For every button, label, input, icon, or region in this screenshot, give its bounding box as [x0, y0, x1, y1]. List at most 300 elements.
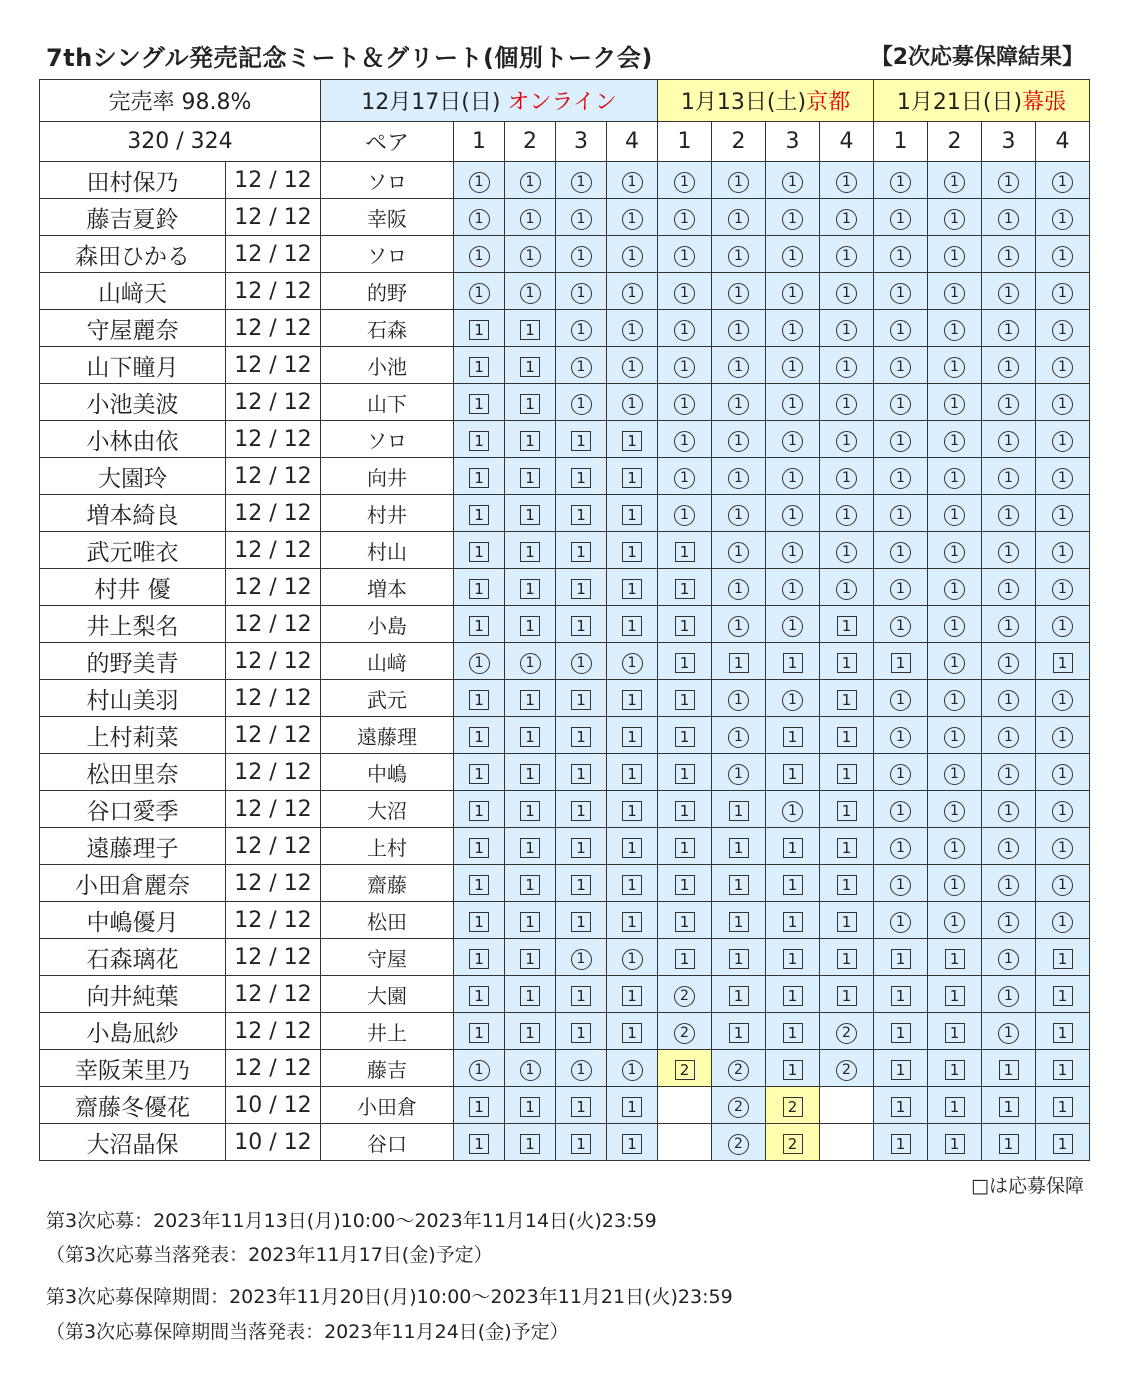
header-row-events [40, 80, 1090, 122]
slot-cell [766, 1087, 820, 1124]
lottery-circle-mark: 1 [571, 394, 592, 415]
slot-cell [820, 643, 874, 680]
lottery-circle-mark: 1 [674, 172, 695, 193]
slot-cell [607, 421, 658, 458]
guarantee-box-mark: 1 [729, 1023, 749, 1043]
event-place: オンライン [507, 90, 617, 115]
slot-cell [556, 310, 607, 347]
lottery-circle-mark: 1 [571, 653, 592, 674]
lottery-circle-mark: 1 [944, 394, 965, 415]
slot-cell [658, 717, 712, 754]
slot-cell [556, 347, 607, 384]
slot-cell [607, 532, 658, 569]
guarantee-box-mark: 1 [520, 912, 540, 932]
slot-cell [505, 791, 556, 828]
member-pair: 中嶋 [321, 754, 454, 791]
slot-cell [712, 347, 766, 384]
lottery-circle-mark: 1 [998, 690, 1019, 711]
slot-cell [766, 643, 820, 680]
slot-cell [874, 384, 928, 421]
guarantee-box-mark: 1 [571, 579, 591, 599]
member-name: 幸阪茉里乃 [40, 1050, 226, 1087]
guarantee-box-mark: 1 [891, 949, 911, 969]
lottery-circle-mark: 1 [728, 505, 749, 526]
lottery-circle-mark: 1 [782, 357, 803, 378]
member-name: 山﨑天 [40, 273, 226, 310]
slot-cell [505, 828, 556, 865]
guarantee-box-mark: 1 [622, 505, 642, 525]
slot-cell [712, 1050, 766, 1087]
slot-cell [505, 1124, 556, 1161]
lottery-circle-mark: 1 [571, 949, 592, 970]
lottery-circle-mark: 1 [782, 801, 803, 822]
lottery-circle-mark: 1 [944, 505, 965, 526]
member-row [40, 1124, 1090, 1161]
member-name: 的野美青 [40, 643, 226, 680]
guarantee-box-mark: 1 [675, 579, 695, 599]
slot-cell [658, 162, 712, 199]
slot-cell [505, 902, 556, 939]
member-count: 12 / 12 [226, 569, 321, 606]
slot-cell [1036, 569, 1090, 606]
guarantee-box-mark: 1 [783, 986, 803, 1006]
guarantee-box-mark: 1 [837, 764, 857, 784]
slot-cell [874, 1087, 928, 1124]
lottery-circle-mark: 1 [836, 579, 857, 600]
lottery-circle-mark: 1 [998, 394, 1019, 415]
slot-cell [505, 680, 556, 717]
slot-cell [820, 865, 874, 902]
slot-cell [712, 495, 766, 532]
member-name: 谷口愛季 [40, 791, 226, 828]
lottery-circle-mark: 1 [782, 616, 803, 637]
lottery-circle-mark: 1 [944, 875, 965, 896]
lottery-circle-mark: 1 [998, 912, 1019, 933]
guarantee-box-mark: 1 [837, 801, 857, 821]
guarantee-box-mark: 1 [783, 875, 803, 895]
member-pair: 大園 [321, 976, 454, 1013]
slot-cell [766, 939, 820, 976]
guarantee-box-mark: 1 [520, 764, 540, 784]
guarantee-box-mark: 1 [520, 875, 540, 895]
lottery-circle-mark: 1 [998, 986, 1019, 1007]
slot-cell [820, 569, 874, 606]
lottery-circle-mark: 1 [998, 172, 1019, 193]
slot-cell [874, 976, 928, 1013]
lottery-circle-mark: 1 [1052, 283, 1073, 304]
guarantee-box-mark: 1 [571, 912, 591, 932]
lottery-circle-mark: 1 [469, 653, 490, 674]
member-count: 12 / 12 [226, 902, 321, 939]
slot-cell [712, 310, 766, 347]
member-pair: 藤吉 [321, 1050, 454, 1087]
slot-cell [658, 643, 712, 680]
slot-cell [556, 236, 607, 273]
lottery-circle-mark: 1 [728, 320, 749, 341]
lottery-circle-mark: 1 [1052, 357, 1073, 378]
slot-cell [658, 606, 712, 643]
event-place: 幕張 [1022, 90, 1067, 115]
slot-cell [658, 976, 712, 1013]
lottery-circle-mark: 1 [782, 246, 803, 267]
third-apply-announce: （第3次応募当落発表：2023年11月17日(金)予定） [46, 1244, 493, 1266]
slot-cell [874, 1013, 928, 1050]
slot-cell [454, 162, 505, 199]
member-count: 12 / 12 [226, 976, 321, 1013]
sold-ratio: 320 / 324 [40, 122, 321, 162]
guarantee-box-mark: 1 [837, 653, 857, 673]
slot-cell [454, 236, 505, 273]
slot-header: 1 [658, 122, 712, 162]
member-pair: 井上 [321, 1013, 454, 1050]
guarantee-box-mark: 1 [571, 542, 591, 562]
member-name: 遠藤理子 [40, 828, 226, 865]
slot-cell [556, 495, 607, 532]
slot-cell [658, 754, 712, 791]
lottery-circle-mark: 1 [944, 616, 965, 637]
member-count: 12 / 12 [226, 495, 321, 532]
slot-cell [820, 680, 874, 717]
member-pair: 遠藤理 [321, 717, 454, 754]
member-pair: 小田倉 [321, 1087, 454, 1124]
slot-cell [607, 273, 658, 310]
slot-cell [556, 421, 607, 458]
slot-cell [607, 939, 658, 976]
third-apply-period: 第3次応募：2023年11月13日(月)10:00～2023年11月14日(火)23:59 [46, 1210, 657, 1232]
member-row [40, 273, 1090, 310]
slot-cell [1036, 606, 1090, 643]
lottery-circle-mark: 1 [1052, 875, 1073, 896]
slot-cell [874, 717, 928, 754]
slot-cell [658, 384, 712, 421]
slot-cell [820, 939, 874, 976]
member-count: 12 / 12 [226, 421, 321, 458]
slot-cell [874, 532, 928, 569]
slot-header: 1 [454, 122, 505, 162]
guarantee-box-mark: 1 [520, 505, 540, 525]
slot-cell [658, 347, 712, 384]
lottery-circle-mark: 1 [1052, 912, 1073, 933]
slot-cell [766, 717, 820, 754]
lottery-circle-mark: 1 [622, 1060, 643, 1081]
guarantee-box-mark: 1 [469, 394, 489, 414]
slot-cell [820, 495, 874, 532]
lottery-circle-mark: 1 [571, 320, 592, 341]
guarantee-box-mark: 1 [945, 1097, 965, 1117]
slot-cell [820, 532, 874, 569]
guarantee-box-mark: 1 [520, 431, 540, 451]
lottery-circle-mark: 1 [890, 616, 911, 637]
slot-cell [712, 199, 766, 236]
guarantee-box-mark: 2 [675, 1060, 695, 1080]
lottery-circle-mark: 1 [674, 357, 695, 378]
member-count: 12 / 12 [226, 384, 321, 421]
slot-cell [454, 828, 505, 865]
slot-cell [505, 717, 556, 754]
member-row [40, 384, 1090, 421]
slot-cell [928, 1050, 982, 1087]
guarantee-box-mark: 1 [469, 949, 489, 969]
result-table [39, 79, 1090, 1161]
slot-header: 3 [982, 122, 1036, 162]
guarantee-box-mark: 1 [469, 838, 489, 858]
guarantee-box-mark: 1 [571, 1134, 591, 1154]
slot-cell [820, 236, 874, 273]
slot-cell [607, 1124, 658, 1161]
guarantee-box-mark: 1 [469, 912, 489, 932]
lottery-circle-mark: 1 [782, 283, 803, 304]
lottery-circle-mark: 1 [728, 690, 749, 711]
lottery-circle-mark: 1 [890, 838, 911, 859]
slot-cell [928, 1124, 982, 1161]
lottery-circle-mark: 1 [782, 320, 803, 341]
lottery-circle-mark: 1 [836, 542, 857, 563]
lottery-circle-mark: 1 [520, 246, 541, 267]
pair-header: ペア [321, 122, 454, 162]
slot-cell [556, 754, 607, 791]
lottery-circle-mark: 1 [1052, 801, 1073, 822]
slot-cell [712, 273, 766, 310]
slot-cell [928, 273, 982, 310]
slot-cell [766, 902, 820, 939]
slot-cell [820, 458, 874, 495]
slot-cell [454, 347, 505, 384]
slot-cell [505, 976, 556, 1013]
guarantee-box-mark: 1 [891, 1097, 911, 1117]
lottery-circle-mark: 1 [836, 394, 857, 415]
lottery-circle-mark: 1 [728, 579, 749, 600]
member-count: 12 / 12 [226, 532, 321, 569]
slot-cell [556, 791, 607, 828]
member-pair: 的野 [321, 273, 454, 310]
slot-cell [505, 199, 556, 236]
guarantee-box-mark: 1 [520, 949, 540, 969]
slot-cell [505, 939, 556, 976]
slot-cell [712, 1013, 766, 1050]
lottery-circle-mark: 1 [728, 283, 749, 304]
slot-cell [928, 791, 982, 828]
guarantee-box-mark: 1 [837, 690, 857, 710]
lottery-circle-mark: 1 [836, 283, 857, 304]
member-count: 12 / 12 [226, 273, 321, 310]
lottery-circle-mark: 1 [782, 209, 803, 230]
slot-cell [766, 532, 820, 569]
slot-cell [1036, 1087, 1090, 1124]
lottery-circle-mark: 1 [622, 320, 643, 341]
slot-cell [556, 643, 607, 680]
slot-cell [607, 1087, 658, 1124]
slot-cell [982, 606, 1036, 643]
guarantee-box-mark: 1 [571, 505, 591, 525]
slot-cell [928, 939, 982, 976]
lottery-circle-mark: 1 [728, 616, 749, 637]
guarantee-box-mark: 1 [675, 912, 695, 932]
lottery-circle-mark: 1 [469, 246, 490, 267]
guarantee-box-mark: 1 [469, 616, 489, 636]
slot-cell [820, 828, 874, 865]
lottery-circle-mark: 1 [622, 394, 643, 415]
slot-cell [1036, 754, 1090, 791]
slot-cell [505, 421, 556, 458]
lottery-circle-mark: 1 [782, 505, 803, 526]
lottery-circle-mark: 1 [782, 579, 803, 600]
slot-cell [607, 310, 658, 347]
slot-cell [607, 199, 658, 236]
slot-cell [874, 347, 928, 384]
event-date: 12月17日(日) [361, 90, 501, 115]
member-row [40, 199, 1090, 236]
slot-cell [712, 1124, 766, 1161]
lottery-circle-mark: 1 [728, 172, 749, 193]
slot-cell [505, 569, 556, 606]
lottery-circle-mark: 1 [890, 468, 911, 489]
slot-cell [658, 458, 712, 495]
slot-cell [658, 532, 712, 569]
slot-cell [505, 1013, 556, 1050]
lottery-circle-mark: 1 [944, 431, 965, 452]
slot-cell [766, 162, 820, 199]
slot-header: 2 [712, 122, 766, 162]
guarantee-box-mark: 1 [675, 801, 695, 821]
slot-cell [454, 199, 505, 236]
lottery-circle-mark: 1 [998, 505, 1019, 526]
slot-cell [556, 1050, 607, 1087]
slot-cell [982, 680, 1036, 717]
member-name: 増本綺良 [40, 495, 226, 532]
member-row [40, 569, 1090, 606]
slot-cell [874, 791, 928, 828]
lottery-circle-mark: 1 [782, 542, 803, 563]
slot-cell [556, 680, 607, 717]
lottery-circle-mark: 1 [622, 246, 643, 267]
lottery-circle-mark: 1 [890, 875, 911, 896]
lottery-circle-mark: 2 [728, 1060, 749, 1081]
lottery-circle-mark: 1 [782, 394, 803, 415]
slot-cell [766, 680, 820, 717]
slot-cell [1036, 902, 1090, 939]
slot-cell [928, 236, 982, 273]
lottery-circle-mark: 1 [782, 172, 803, 193]
slot-cell [928, 865, 982, 902]
guarantee-box-mark: 1 [520, 1097, 540, 1117]
lottery-circle-mark: 1 [728, 394, 749, 415]
slot-cell [928, 1087, 982, 1124]
member-name: 武元唯衣 [40, 532, 226, 569]
slot-cell [454, 495, 505, 532]
slot-cell [712, 162, 766, 199]
slot-cell [712, 939, 766, 976]
lottery-circle-mark: 1 [782, 468, 803, 489]
guarantee-box-mark: 1 [469, 801, 489, 821]
guarantee-box-mark: 1 [675, 764, 695, 784]
slot-cell [556, 273, 607, 310]
guarantee-box-mark: 1 [469, 986, 489, 1006]
member-pair: ソロ [321, 162, 454, 199]
guarantee-box-mark: 1 [783, 949, 803, 969]
slot-cell [556, 902, 607, 939]
slot-cell [1036, 495, 1090, 532]
slot-cell [928, 754, 982, 791]
slot-cell [928, 828, 982, 865]
guarantee-box-mark: 1 [571, 801, 591, 821]
lottery-circle-mark: 1 [674, 468, 695, 489]
lottery-circle-mark: 1 [890, 172, 911, 193]
slot-cell [454, 421, 505, 458]
slot-cell [454, 717, 505, 754]
guarantee-box-mark: 1 [945, 1023, 965, 1043]
slot-cell [928, 458, 982, 495]
guarantee-box-mark: 1 [891, 986, 911, 1006]
guarantee-box-mark: 1 [945, 986, 965, 1006]
slot-cell [505, 458, 556, 495]
guarantee-box-mark: 1 [469, 431, 489, 451]
guarantee-box-mark: 1 [675, 727, 695, 747]
slot-cell [820, 902, 874, 939]
guarantee-box-mark: 1 [891, 1060, 911, 1080]
slot-cell [874, 310, 928, 347]
member-pair: 谷口 [321, 1124, 454, 1161]
slot-cell [454, 606, 505, 643]
guarantee-box-mark: 1 [675, 875, 695, 895]
lottery-circle-mark: 1 [1052, 394, 1073, 415]
slot-cell [712, 754, 766, 791]
lottery-circle-mark: 1 [998, 838, 1019, 859]
third-guarantee-announce: （第3次応募保障期間当落発表：2023年11月24日(金)予定） [46, 1321, 569, 1343]
member-pair: 齋藤 [321, 865, 454, 902]
member-row [40, 865, 1090, 902]
guarantee-box-mark: 1 [622, 727, 642, 747]
slot-cell [928, 717, 982, 754]
slot-cell [712, 236, 766, 273]
slot-cell [874, 828, 928, 865]
guarantee-box-mark: 1 [1053, 1097, 1073, 1117]
slot-cell [820, 273, 874, 310]
slot-cell [505, 606, 556, 643]
member-row [40, 458, 1090, 495]
slot-cell [505, 384, 556, 421]
member-row [40, 680, 1090, 717]
slot-cell [874, 939, 928, 976]
guarantee-box-mark: 1 [469, 727, 489, 747]
member-pair: 大沼 [321, 791, 454, 828]
slot-cell [454, 1087, 505, 1124]
member-count: 12 / 12 [226, 1050, 321, 1087]
slot-cell [874, 273, 928, 310]
lottery-circle-mark: 1 [998, 653, 1019, 674]
member-name: 小島凪紗 [40, 1013, 226, 1050]
lottery-circle-mark: 1 [998, 875, 1019, 896]
guarantee-box-mark: 1 [571, 727, 591, 747]
guarantee-box-mark: 1 [837, 616, 857, 636]
slot-cell [658, 939, 712, 976]
member-pair: 松田 [321, 902, 454, 939]
guarantee-box-mark: 1 [675, 542, 695, 562]
slot-cell [454, 1124, 505, 1161]
lottery-circle-mark: 1 [998, 542, 1019, 563]
member-pair: 小池 [321, 347, 454, 384]
slot-cell [982, 1013, 1036, 1050]
slot-cell [712, 532, 766, 569]
slot-cell [1036, 458, 1090, 495]
slot-cell [556, 1013, 607, 1050]
slot-cell [454, 1050, 505, 1087]
guarantee-box-mark: 1 [729, 801, 749, 821]
slot-cell [766, 754, 820, 791]
guarantee-box-mark: 1 [469, 875, 489, 895]
slot-cell [1036, 347, 1090, 384]
slot-cell [658, 865, 712, 902]
slot-cell [556, 199, 607, 236]
